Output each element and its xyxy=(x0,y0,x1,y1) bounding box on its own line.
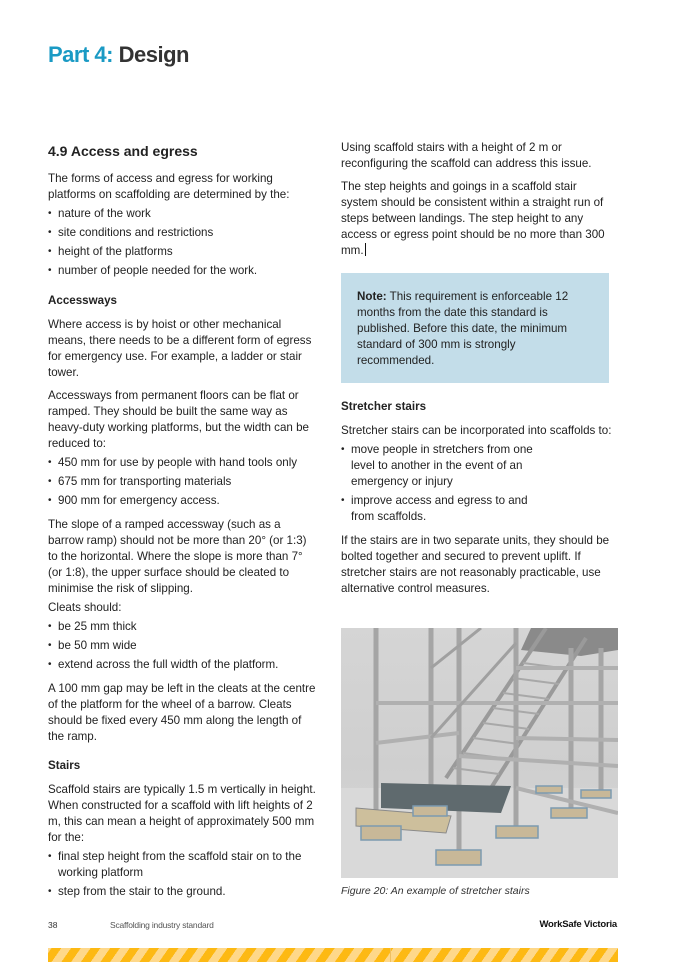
list-item: • step from the stair to the ground. xyxy=(48,884,318,900)
hazard-stripe-bar xyxy=(48,948,618,962)
stretcher-paragraph: If the stairs are in two separate units, they should be bolted together and secured to prevent uplift. If stretcher stairs are not reasonably practicable, use alternative control measures. xyxy=(341,534,610,595)
list-item: • improve access and egress to and from scaffolds. xyxy=(341,493,541,525)
stairs-heading: Stairs xyxy=(48,759,81,772)
list-item: • height of the platforms xyxy=(48,244,318,260)
figure-stretcher-stairs-image xyxy=(341,628,618,878)
scaffold-illustration xyxy=(341,628,618,878)
list-item: • 675 mm for transporting materials xyxy=(48,474,318,490)
part-name: Design xyxy=(118,42,189,67)
list-item: • final step height from the scaffold stair on to the working platform xyxy=(48,849,318,881)
step-heights-paragraph[interactable] xyxy=(341,179,613,259)
slope-paragraph: The slope of a ramped accessway (such as a barrow ramp) should not be more than 20° (or 1:3) to the horizontal. Where the slope is more than 7° (or 1:8), the upper surface should be cleated to minimise the risk of slipping. xyxy=(48,518,307,595)
text-cursor xyxy=(365,243,366,256)
list-item: • extend across the full width of the platform. xyxy=(48,657,318,673)
part-label: Part 4: xyxy=(48,42,113,67)
accessways-heading: Accessways xyxy=(48,294,117,307)
intro-paragraph: The forms of access and egress for working platforms on scaffolding are determined by the: xyxy=(48,172,290,201)
list-item: • 900 mm for emergency access. xyxy=(48,493,318,509)
list-item: • move people in stretchers from one level to another in the event of an emergency or injury xyxy=(341,442,541,490)
stairs-list xyxy=(48,849,318,900)
section-heading: 4.9 Access and egress xyxy=(48,143,198,159)
footer-doc-title: Scaffolding industry standard xyxy=(110,920,214,930)
list-item: • number of people needed for the work. xyxy=(48,263,318,279)
width-list xyxy=(48,455,318,509)
accessways-paragraph-1: Where access is by hoist or other mechanical means, there needs to be a different form of egress for emergency use. For example, a ladder or stair tower. xyxy=(48,318,312,379)
stretcher-list xyxy=(341,442,613,525)
list-item: • site conditions and restrictions xyxy=(48,225,318,241)
cleats-intro: Cleats should: xyxy=(48,601,122,614)
figure-caption: Figure 20: An example of stretcher stairs xyxy=(341,885,530,897)
note-label: Note: xyxy=(357,290,387,303)
stairs-paragraph: Scaffold stairs are typically 1.5 m vertically in height. When constructed for a scaffold with lift heights of 2 m, this can mean a height of approximately 500 mm for the: xyxy=(48,783,316,844)
list-item: • nature of the work xyxy=(48,206,318,222)
footer-brand: WorkSafe Victoria xyxy=(539,919,617,930)
stretcher-stairs-heading: Stretcher stairs xyxy=(341,400,427,413)
list-item: • be 50 mm wide xyxy=(48,638,318,654)
stretcher-intro: Stretcher stairs can be incorporated into scaffolds to: xyxy=(341,424,612,437)
note-text: This requirement is enforceable 12 months from the date this standard is published. Before this date, the minimum standard of 300 mm is strongly recommended. xyxy=(357,290,569,367)
stairs-height-paragraph: Using scaffold stairs with a height of 2 m or reconfiguring the scaffold can address this issue. xyxy=(341,141,592,170)
accessways-paragraph-2: Accessways from permanent floors can be flat or ramped. They should be built the same way as heavy-duty working platforms, but the width can be reduced to: xyxy=(48,389,309,450)
right-column xyxy=(341,140,613,604)
note-box xyxy=(341,273,609,383)
list-item: • be 25 mm thick xyxy=(48,619,318,635)
cleats-list xyxy=(48,619,318,673)
cleats-gap-paragraph: A 100 mm gap may be left in the cleats at the centre of the platform for the wheel of a barrow. Cleats should be fixed every 450 mm along the length of the ramp. xyxy=(48,682,316,743)
page-number: 38 xyxy=(48,920,58,930)
left-column xyxy=(48,140,318,908)
step-heights-text: The step heights and goings in a scaffold stair system should be consistent within a straight run of steps between landings. The step height to any access or egress point should be no more than 300 mm. xyxy=(341,180,605,257)
intro-list xyxy=(48,206,318,279)
list-item: • 450 mm for use by people with hand tools only xyxy=(48,455,318,471)
hazard-stripe-divider xyxy=(390,948,391,962)
page-title xyxy=(48,42,189,68)
